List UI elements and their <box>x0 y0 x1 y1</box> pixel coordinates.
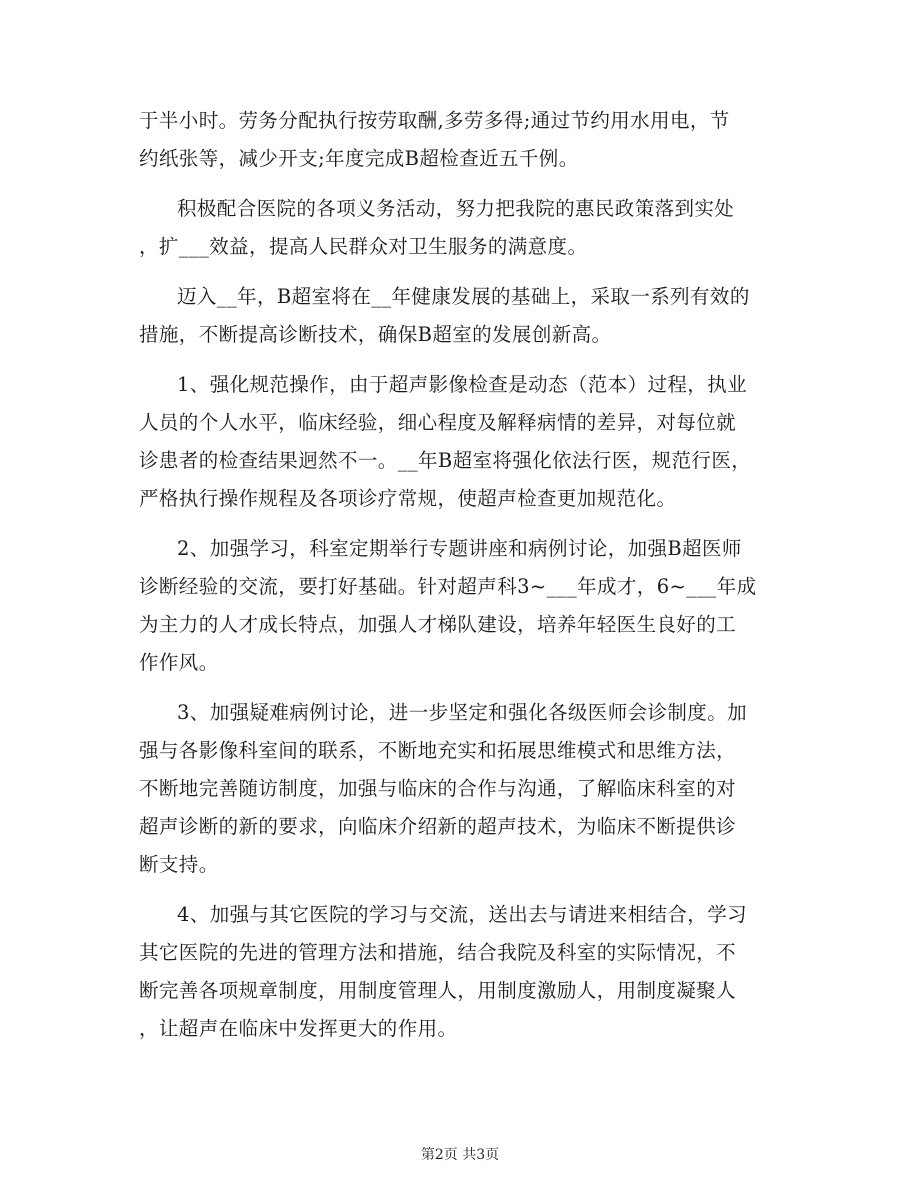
paragraph-item-4 <box>139 896 781 1048</box>
text-line: 积极配合医院的各项义务活动，努力把我院的惠民政策落到实处 <box>177 197 735 220</box>
text-line: 不断地完善随访制度，加强与临床的合作与沟通，了解临床科室的对 <box>139 777 737 800</box>
text-line: 超声诊断的新的要求，向临床介绍新的超声技术，为临床不断提供诊 <box>139 815 737 838</box>
document-body <box>139 102 781 1048</box>
paragraph-item-1 <box>139 366 781 518</box>
text-line: 措施，不断提高诊断技术，确保B超室的发展创新高。 <box>139 323 612 346</box>
text-line: 人员的个人水平，临床经验，细心程度及解释病情的差异，对每位就 <box>139 411 737 434</box>
text-line: 于半小时。劳务分配执行按劳取酬,多劳多得;通过节约用水用电，节 <box>139 109 730 132</box>
text-line: 迈入__年，B超室将在__年健康发展的基础上，采取一系列有效的 <box>177 285 750 308</box>
text-line: 断完善各项规章制度，用制度管理人，用制度激励人，用制度凝聚人 <box>139 979 737 1002</box>
text-line: 为主力的人才成长特点，加强人才梯队建设，培养年轻医生良好的工 <box>139 613 737 636</box>
paragraph-continuation <box>139 102 781 178</box>
paragraph-item-2 <box>139 530 781 682</box>
paragraph-next-year-plan <box>139 278 781 354</box>
text-line: 诊断经验的交流，要打好基础。针对超声科3~___年成才，6~___年成 <box>139 575 757 598</box>
paragraph-hospital-activities <box>139 190 781 266</box>
paragraph-item-3 <box>139 694 781 884</box>
text-line: 4、加强与其它医院的学习与交流，送出去与请进来相结合，学习 <box>177 903 748 926</box>
text-line: 断支持。 <box>139 853 219 876</box>
text-line: ，让超声在临床中发挥更大的作用。 <box>139 1017 458 1040</box>
text-line: 强与各影像科室间的联系，不断地充实和拓展思维模式和思维方法， <box>139 739 737 762</box>
text-line: 约纸张等，减少开支;年度完成B超检查近五千例。 <box>139 147 579 170</box>
text-line: 2、加强学习，科室定期举行专题讲座和病例讨论，加强B超医师 <box>177 537 742 560</box>
text-line: 1、强化规范操作，由于超声影像检查是动态（范本）过程，执业 <box>177 373 748 396</box>
text-line: 作作风。 <box>139 651 219 674</box>
text-line: ，扩___效益，提高人民群众对卫生服务的满意度。 <box>139 235 588 258</box>
text-line: 3、加强疑难病例讨论，进一步坚定和强化各级医师会诊制度。加 <box>177 701 748 724</box>
page-number-footer: 第2页 共3页 <box>420 1147 500 1163</box>
text-line: 严格执行操作规程及各项诊疗常规，使超声检查更加规范化。 <box>139 487 677 510</box>
text-line: 其它医院的先进的管理方法和措施，结合我院及科室的实际情况，不 <box>139 941 737 964</box>
text-line: 诊患者的检查结果迥然不一。__年B超室将强化依法行医，规范行医， <box>139 449 752 472</box>
